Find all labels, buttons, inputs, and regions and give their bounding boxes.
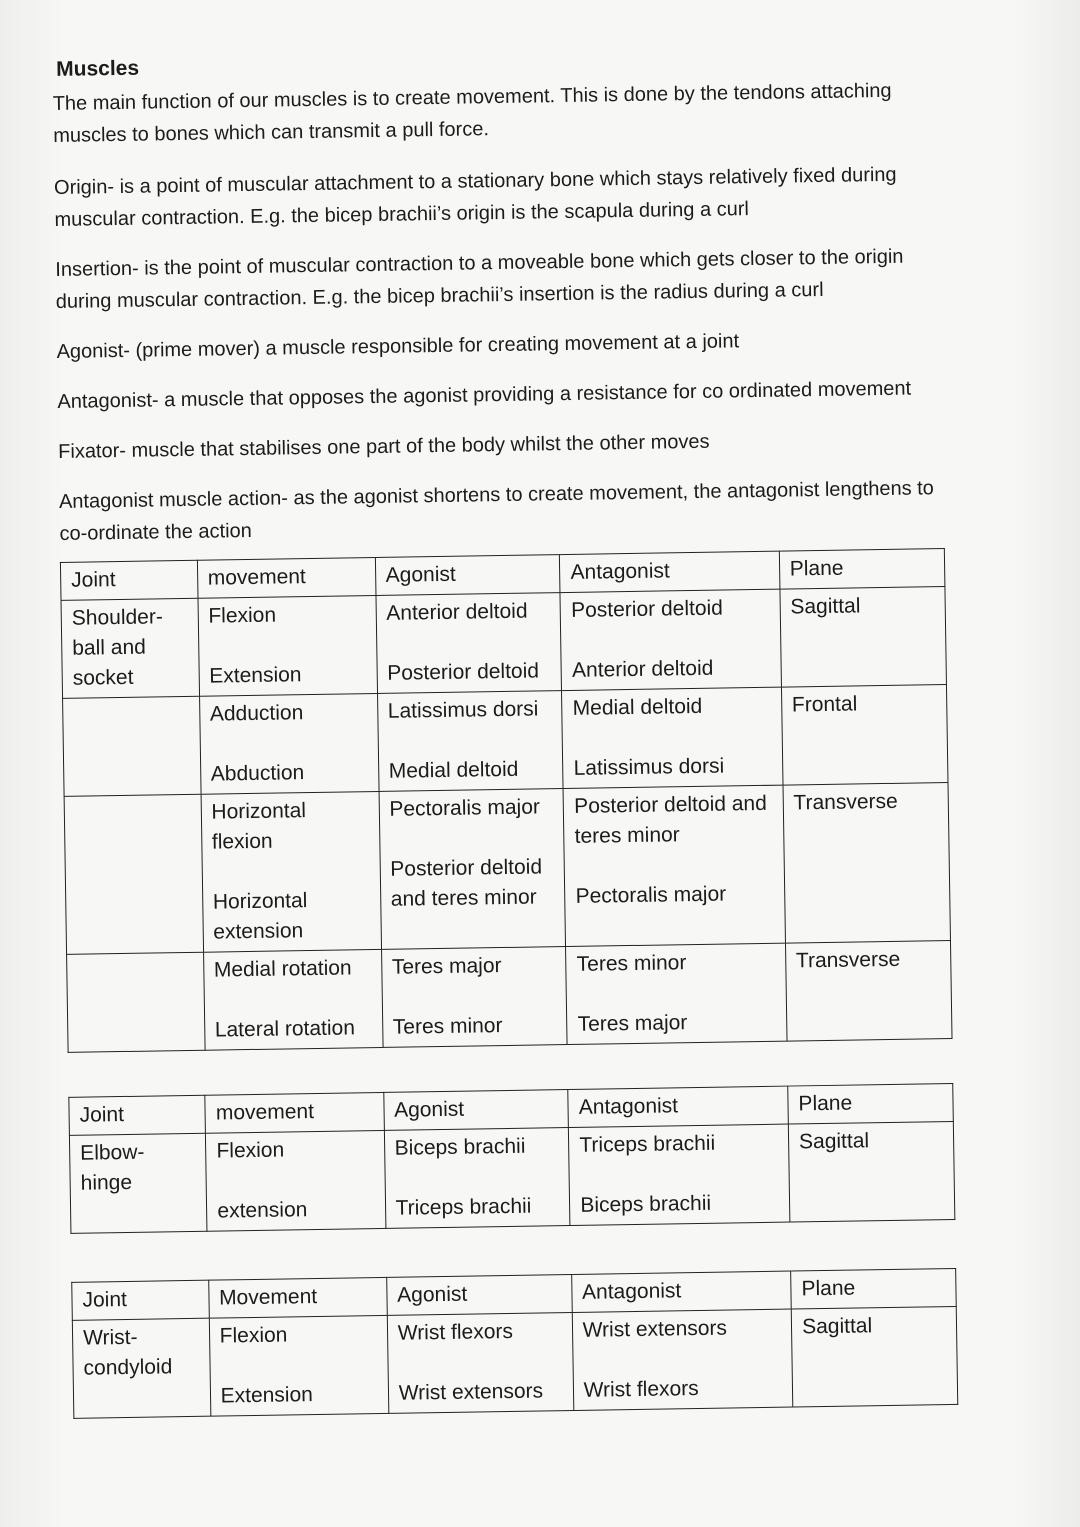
table-row: [72, 1306, 957, 1418]
movement-cell: Flexion Extension: [198, 595, 377, 696]
definition-fixator: Fixator- muscle that stabilises one part of the body whilst the other moves: [58, 430, 710, 463]
header-agonist: Agonist: [383, 1090, 568, 1131]
intro-paragraph: The main function of our muscles is to create movement. This is done by the tendons attaching muscles to bones which can transmit a pull force.: [52, 79, 892, 147]
table-row: [69, 1121, 954, 1233]
plane-cell: Sagittal: [788, 1121, 955, 1222]
definition-agonist: Agonist- (prime mover) a muscle responsible for creating movement at a joint: [56, 330, 740, 363]
definitions-list: [54, 158, 945, 550]
header-antagonist: Antagonist: [571, 1271, 791, 1312]
plane-cell: Sagittal: [791, 1306, 957, 1407]
agonist-cell: Pectoralis major Posterior deltoid and teres minor: [379, 789, 566, 950]
agonist-cell: Biceps brachii Triceps brachii: [384, 1128, 570, 1229]
header-plane: Plane: [788, 1083, 954, 1124]
joint-cell: Shoulder- ball and socket: [61, 598, 199, 698]
movement-cell: Adduction Abduction: [199, 693, 378, 794]
definition-antagonist-action: Antagonist muscle action- as the agonist shortens to create movement, the antagonist lengthens to co-ordinate the action: [58, 477, 935, 545]
header-joint: Joint: [60, 560, 197, 600]
plane-cell: Sagittal: [780, 587, 947, 688]
antagonist-cell: Teres minor Teres major: [566, 943, 787, 1044]
antagonist-cell: Wrist extensors Wrist flexors: [572, 1309, 793, 1410]
agonist-cell: Teres major Teres minor: [381, 947, 567, 1048]
table-row: [64, 783, 950, 955]
plane-cell: Frontal: [781, 685, 948, 786]
antagonist-cell: Posterior deltoid Anterior deltoid: [560, 589, 781, 690]
header-antagonist: Antagonist: [560, 551, 780, 592]
agonist-cell: Latissimus dorsi Medial deltoid: [377, 691, 563, 792]
header-movement: movement: [205, 1092, 384, 1133]
definition-insertion: Insertion- is the point of muscular contraction to a moveable bone which gets closer to the origin during muscular contraction. E.g. the bicep brachii’s insertion is the radius during a curl: [55, 245, 904, 313]
plane-cell: Transverse: [785, 940, 952, 1041]
antagonist-cell: Triceps brachii Biceps brachii: [569, 1124, 790, 1225]
table-row: [67, 940, 952, 1052]
joint-cell: [67, 952, 205, 1052]
header-plane: Plane: [791, 1268, 956, 1309]
movement-cell: Flexion Extension: [209, 1315, 389, 1416]
plane-cell: Transverse: [783, 783, 951, 944]
movement-cell: Horizontal flexion Horizontal extension: [201, 791, 381, 952]
header-antagonist: Antagonist: [568, 1086, 788, 1127]
antagonist-cell: Posterior deltoid and teres minor Pectoralis major: [563, 785, 785, 946]
agonist-cell: Anterior deltoid Posterior deltoid: [376, 593, 562, 694]
joint-cell: Wrist- condyloid: [72, 1318, 210, 1418]
definition-antagonist: Antagonist- a muscle that opposes the agonist providing a resistance for co ordinated movement: [57, 377, 912, 413]
joint-cell: Elbow- hinge: [69, 1133, 207, 1233]
header-movement: movement: [197, 557, 376, 598]
header-joint: Joint: [69, 1095, 206, 1135]
elbow-table: [68, 1083, 955, 1234]
joint-cell: [64, 794, 203, 954]
header-agonist: Agonist: [386, 1274, 571, 1315]
shoulder-table: [60, 548, 953, 1053]
movement-cell: Medial rotation Lateral rotation: [203, 949, 382, 1050]
movement-cell: Flexion extension: [206, 1130, 386, 1231]
table-row: [61, 587, 946, 699]
header-plane: Plane: [779, 549, 945, 590]
page-title: Muscles: [55, 56, 140, 81]
header-agonist: Agonist: [375, 555, 560, 596]
joint-cell: [63, 696, 201, 796]
table-row: [63, 685, 948, 797]
header-joint: Joint: [72, 1280, 209, 1320]
header-movement: Movement: [208, 1277, 387, 1318]
definition-origin: Origin- is a point of muscular attachment to a stationary bone which stays relatively fixed during muscular contraction. E.g. the bicep brachii’s origin is the scapula during a curl: [53, 163, 897, 231]
agonist-cell: Wrist flexors Wrist extensors: [387, 1312, 573, 1413]
antagonist-cell: Medial deltoid Latissimus dorsi: [562, 687, 783, 788]
page-content: [52, 44, 958, 1419]
wrist-table: [71, 1268, 958, 1419]
